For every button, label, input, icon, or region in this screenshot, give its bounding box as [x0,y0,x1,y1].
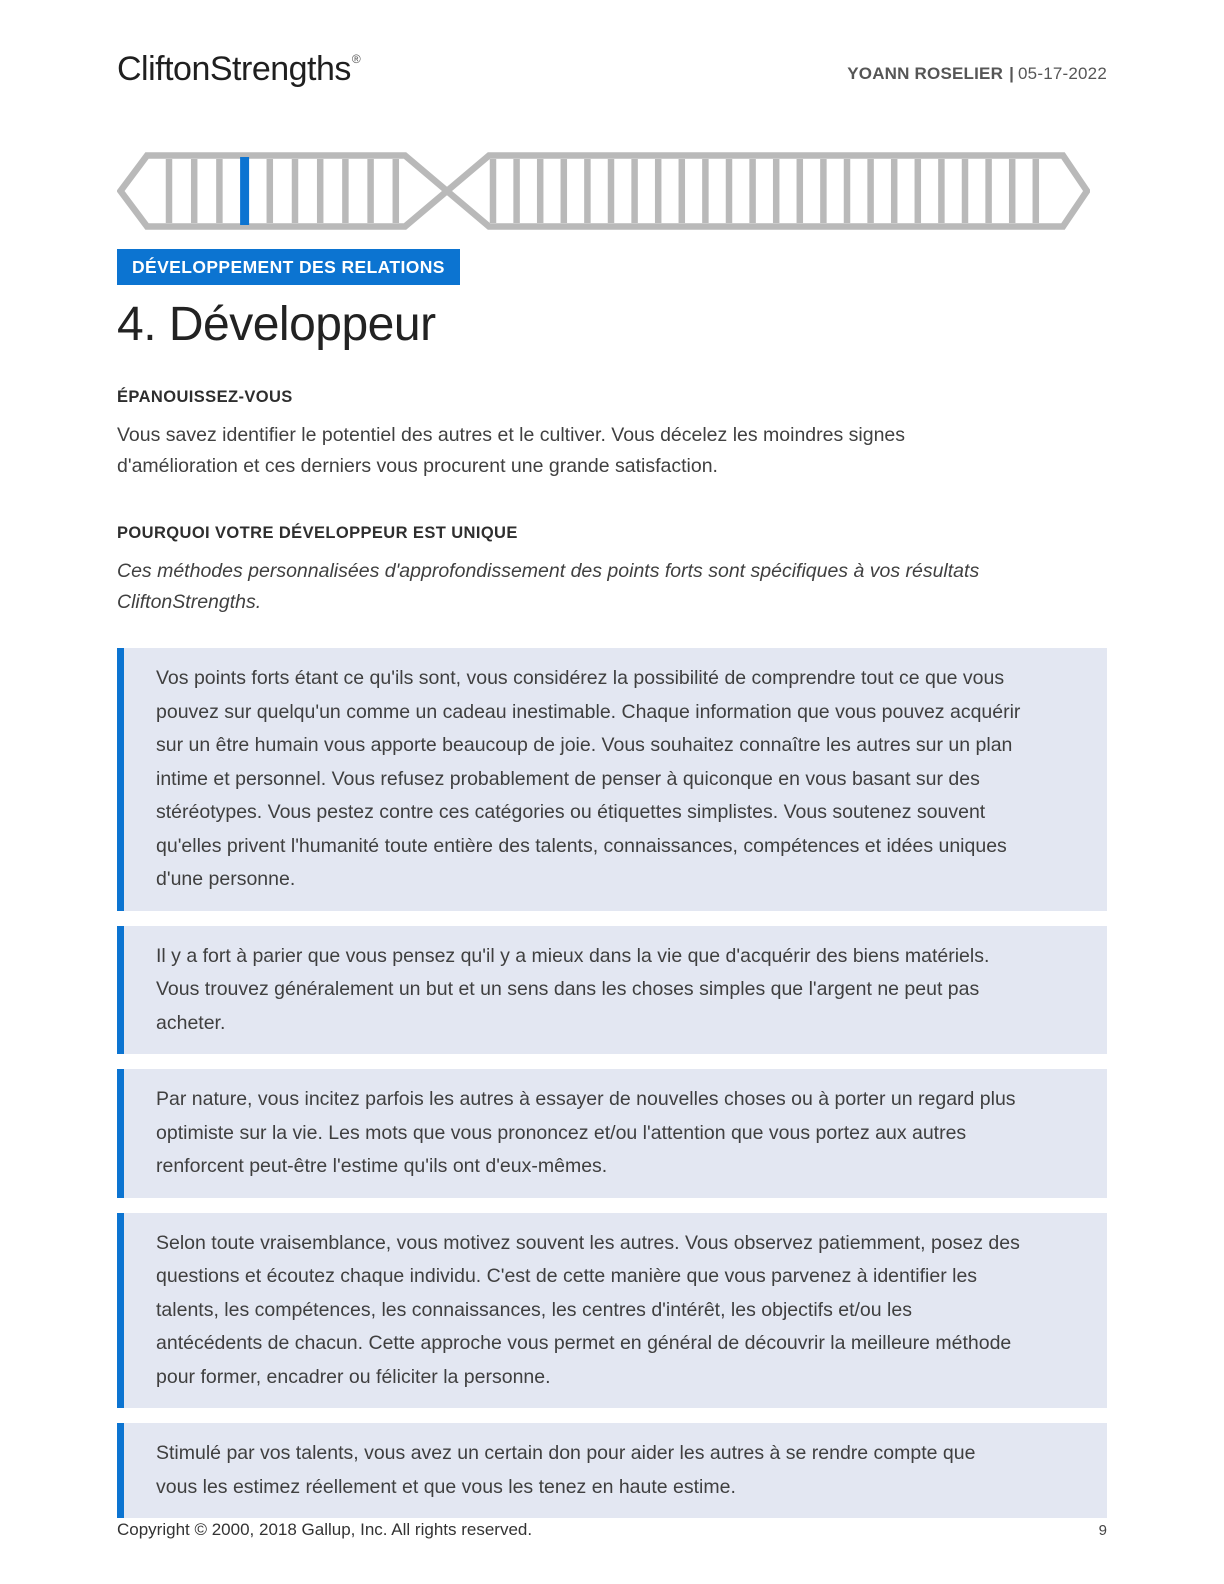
flourish-body: Vous savez identifier le potentiel des autres et le cultiver. Vous décelez les moindres signes d'amélioration et ces derniers vous procurent une grande satisfaction. [117,424,906,477]
meta-separator: | [1009,64,1015,83]
flourish-heading: ÉPANOUISSEZ-VOUS [117,388,293,406]
registered-trademark: ® [351,52,361,66]
copyright-text: Copyright © 2000, 2018 Gallup, Inc. All rights reserved. [117,1520,533,1539]
strengths-dna-strand [117,151,1107,231]
logo-text: CliftonStrengths [117,50,351,88]
insight-callout: Vos points forts étant ce qu'ils sont, vous considérez la possibilité de comprendre tout ce que vous pouvez sur quelqu'un comme un cadeau inestimable. Chaque information que vous pouvez acquérir sur un être humain vous apporte beaucoup de joie. Vous souhaitez connaître les autres sur un plan intime et personnel. Vous refusez probablement de penser à quiconque en vous basant sur des stéréotypes. Vous pestez contre ces catégories ou étiquettes simplistes. Vous soutenez souvent qu'elles privent l'humanité toute entière des talents, connaissances, compétences et idées uniques d'une personne. [117,648,1107,911]
report-owner-meta [847,64,1107,84]
why-unique-body: Ces méthodes personnalisées d'approfondissement des points forts sont spécifiques à vos résultats CliftonStrengths. [117,560,980,613]
domain-badge: DÉVELOPPEMENT DES RELATIONS [117,249,460,285]
insight-callout: Stimulé par vos talents, vous avez un certain don pour aider les autres à se rendre compte que vous les estimez réellement et que vous les tenez en haute estime. [117,1423,1107,1518]
cliftonstrengths-logo [117,50,359,89]
insight-callout: Par nature, vous incitez parfois les autres à essayer de nouvelles choses ou à porter un regard plus optimiste sur la vie. Les mots que vous prononcez et/ou l'attention que vous portez aux autres renforcent peut-être l'estime qu'ils ont d'eux-mêmes. [117,1069,1107,1198]
person-name: YOANN ROSELIER [847,64,1004,83]
dna-strand-graphic [117,151,1090,231]
insight-callout-list [117,648,1107,1518]
insight-callout: Selon toute vraisemblance, vous motivez souvent les autres. Vous observez patiemment, posez des questions et écoutez chaque individu. C'est de cette manière que vous parvenez à identifier les talents, les compétences, les connaissances, les centres d'intérêt, les objectifs et/ou les antécédents de chacun. Cette approche vous permet en général de découvrir la meilleure méthode pour former, encadrer ou féliciter la personne. [117,1213,1107,1409]
theme-title: 4. Développeur [117,298,436,351]
page-number: 9 [1098,1522,1107,1539]
report-date: 05-17-2022 [1018,64,1107,83]
page-header [117,0,1107,89]
page-footer [117,1520,1107,1540]
why-unique-heading: POURQUOI VOTRE DÉVELOPPEUR EST UNIQUE [117,524,518,542]
insight-callout: Il y a fort à parier que vous pensez qu'il y a mieux dans la vie que d'acquérir des biens matériels. Vous trouvez généralement un but et un sens dans les choses simples que l'argent ne peut pas acheter. [117,926,1107,1055]
